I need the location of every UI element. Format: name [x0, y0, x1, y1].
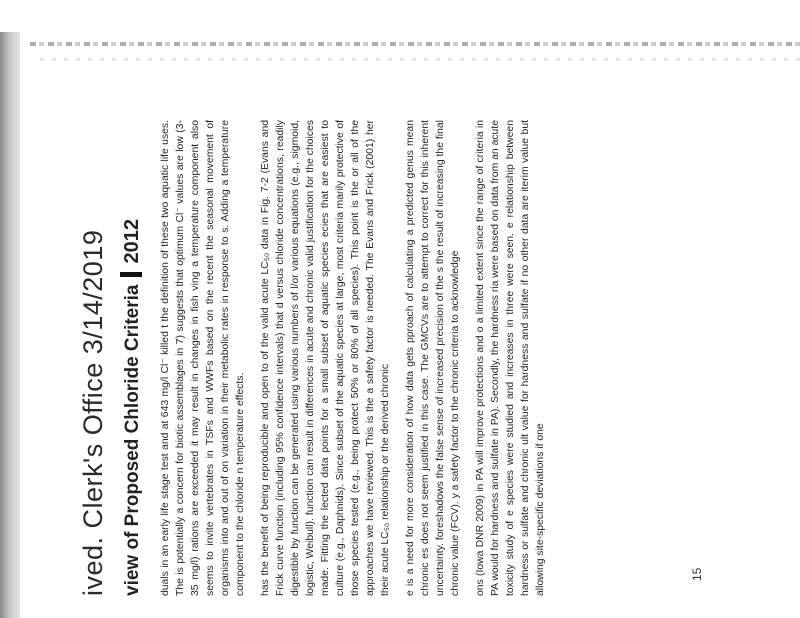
scan-artifact-top-line — [30, 42, 800, 46]
body-paragraph-1: duals in an early life stage test and at 643 mg/l Cl⁻ killed t the definition of these two aquatic life uses. The is potentially a concern for biotic assemblages in 7) suggests that optimum Cl⁻ values are low (3-35 mg/l) rations are exceeded it may result in changes in fish ving a temperature component also seems to invite vertebrates in TSFs and WWFs based on the recent the seasonal movement of organisms into and out of on variation in their metabolic rates in response to s. Adding a temperature component to the chloride n temperature effects. — [160, 120, 246, 596]
body-paragraph-2: has the benefit of being reproducible and open to of the valid acute LC₅₀ data in Fig. 7-2 (Evans and Frick curve function (including 95% confidence intervals) that d versus chloride concentrations, readily digestible by function can be generated using various numbers of l/or various equations (e.g., sigmoid, logistic, Weibull). function can result in differences in acute and chronic valid justification for the choices made. Fitting the lected data points for a small subset of aquatic species ecies that are easiest to culture (e.g., Daphnids). Since subset of the aquatic species at large, most criteria marily protective of those species tested (e.g., being protect 50% or 80% of all species). This point is the or all of the approaches we have reviewed. This is the a safety factor is needed. The Evans and Frick (2001) her their acute LC₅₀ relationship or the derived chronic — [260, 120, 391, 596]
document-body — [158, 120, 558, 596]
document-title-line — [120, 219, 144, 596]
scan-shadow-left-edge — [0, 32, 20, 618]
body-paragraph-4: ons (Iowa DNR 2009) in PA will improve protections and o a limited extent since the range of criteria in PA would for hardness and sulfate in PA). Secondly, the hardness ria were based on data from an acute toxicity study of e species were studied and increases in three were seen. e relationship between hardness or sulfate and chronic ult value for hardness and sulfate if no other data are iterim value but allowing site-specific deviations if one — [475, 120, 546, 596]
page-number: 15 — [690, 567, 704, 581]
rotated-document-page — [78, 120, 704, 596]
page-header — [78, 120, 143, 596]
document-title: view of Proposed Chloride Criteria — [122, 284, 143, 596]
title-separator-bar — [120, 272, 142, 277]
scan-artifact-top-line-faint — [40, 58, 800, 61]
document-year: 2012 — [121, 219, 143, 264]
body-paragraph-3: e is a need for more consideration of how data gets pproach of calculating a predicted genus mean chronic es does not seem justified in this case. The GMCVs are to attempt to correct for this inherent uncertainty. foreshadows the false sense of increased precision of the s the result of increasing the final chronic value (FCV). y a safety factor to the chronic criteria to acknowledge — [405, 120, 461, 596]
clerk-received-stamp: ived. Clerk's Office 3/14/2019 — [78, 229, 108, 596]
